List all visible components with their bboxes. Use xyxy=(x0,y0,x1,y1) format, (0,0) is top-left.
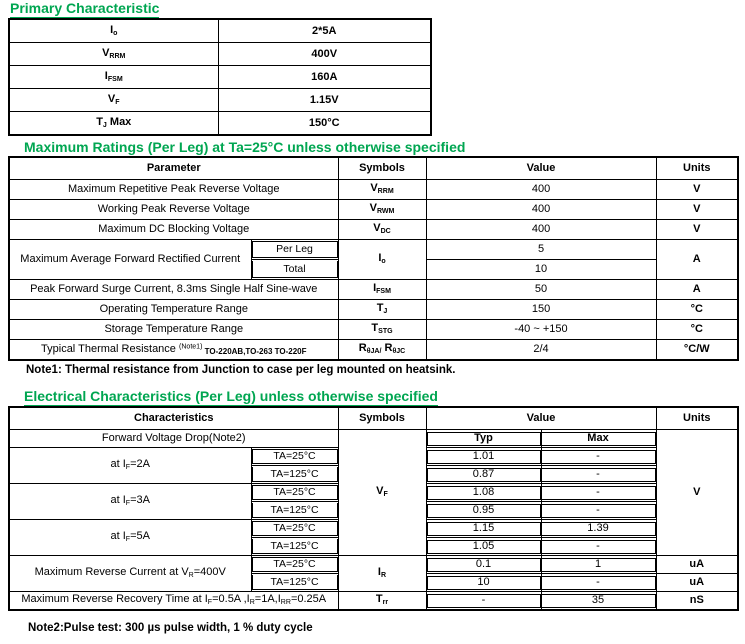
cond-text: =0.5A ,I xyxy=(212,593,250,606)
max-value-box: 35 xyxy=(542,594,656,608)
max-value-box: - xyxy=(542,576,656,590)
ir-symbol-cell xyxy=(338,556,426,592)
typ-value-box: - xyxy=(427,594,541,608)
max-value-box: 1.39 xyxy=(542,522,656,536)
vdc-unit-cell: V xyxy=(656,220,738,240)
symbol-base: I xyxy=(373,282,377,295)
electrical-characteristics-table xyxy=(8,406,739,611)
symbol-sub: θJC xyxy=(392,348,406,356)
ta25-box: TA=25°C xyxy=(252,449,338,464)
vrwm-symbol-cell xyxy=(338,200,426,220)
typ-value-box: 0.95 xyxy=(427,504,541,518)
if5-ta125-cell xyxy=(251,538,338,556)
symbol-sub: F xyxy=(383,491,388,499)
table-row xyxy=(9,340,738,361)
section-title-primary-text: Primary Characteristic xyxy=(10,0,159,19)
rth-symbol-cell xyxy=(338,340,426,361)
symbol-base: V xyxy=(107,92,116,105)
if3-ta125-cell xyxy=(251,502,338,520)
tj-param-cell: Operating Temperature Range xyxy=(9,300,338,320)
ta25-box: TA=25°C xyxy=(252,485,338,500)
table-row xyxy=(9,19,431,43)
symbol-base: R xyxy=(358,342,367,355)
vrwm-value-cell: 400 xyxy=(426,200,656,220)
rth-unit-cell: °C/W xyxy=(656,340,738,361)
if5-ta25-cell xyxy=(251,520,338,538)
symbol-sub: DC xyxy=(380,228,391,236)
cond-text: at I xyxy=(110,458,126,471)
trr-unit-cell: nS xyxy=(656,592,738,611)
symbol-base: I xyxy=(378,252,382,265)
if2-ta125-cell xyxy=(251,466,338,484)
io-perleg-cell xyxy=(251,240,338,260)
typ-value-box: 0.87 xyxy=(427,468,541,482)
table-row xyxy=(9,320,738,340)
typ-value-box: 1.01 xyxy=(427,450,541,464)
vf-symbol-cell xyxy=(338,430,426,556)
if3-max25-cell xyxy=(541,484,656,502)
if2-max125-cell xyxy=(541,466,656,484)
vrrm-value-cell: 400 xyxy=(426,180,656,200)
symbol-sub: R xyxy=(380,572,387,580)
cond-sub: R xyxy=(188,572,194,580)
vf-value-cell: 1.15V xyxy=(218,89,431,112)
cond-text: =0.25A xyxy=(290,593,327,606)
vrwm-param-cell: Working Peak Reverse Voltage xyxy=(9,200,338,220)
symbol-sub: o xyxy=(381,258,386,266)
table-row xyxy=(9,430,738,448)
table-row xyxy=(9,66,431,89)
vdc-symbol-cell xyxy=(338,220,426,240)
symbol-base: T xyxy=(96,115,103,128)
cond-sub: F xyxy=(207,599,213,607)
note1-text: Note1: Thermal resistance from Junction to case per leg mounted on heatsink. xyxy=(26,364,456,376)
symbol-sub: FSM xyxy=(107,75,123,83)
cond-sub: R xyxy=(249,599,255,607)
if2-max25-cell xyxy=(541,448,656,466)
ir-max125-cell xyxy=(541,574,656,592)
table-row xyxy=(9,300,738,320)
vrrm-value-cell: 400V xyxy=(218,43,431,66)
units-header: Units xyxy=(656,407,738,430)
cond-text: =3A xyxy=(130,494,150,507)
tj-symbol-cell xyxy=(338,300,426,320)
ta125-box: TA=125°C xyxy=(252,503,338,518)
section-title-electrical xyxy=(24,388,438,407)
cond-sub: F xyxy=(125,500,131,508)
maximum-ratings-table xyxy=(8,156,739,361)
max-header-box: Max xyxy=(542,432,656,446)
symbol-sub: F xyxy=(115,98,120,106)
ir-typ125-cell xyxy=(426,574,541,592)
cond-sub: F xyxy=(125,464,131,472)
io-symbol-cell xyxy=(9,19,218,43)
symbol-base: I xyxy=(104,69,108,82)
symbol-sub: FSM xyxy=(376,288,391,296)
typ-header-cell xyxy=(426,430,541,448)
symbol-base: I xyxy=(110,23,114,36)
fvd-label-cell: Forward Voltage Drop(Note2) xyxy=(9,430,338,448)
ta125-box: TA=125°C xyxy=(252,575,338,590)
if3-max125-cell xyxy=(541,502,656,520)
io-symbol-cell xyxy=(338,240,426,280)
symbol-sub: rr xyxy=(382,599,389,607)
table-row xyxy=(9,112,431,136)
vrrm-symbol-cell xyxy=(9,43,218,66)
vf-symbol-cell xyxy=(9,89,218,112)
io-total-cell xyxy=(251,260,338,280)
cond-text: =2A xyxy=(130,458,150,471)
ir-max25-cell xyxy=(541,556,656,574)
max-value-box: - xyxy=(542,540,656,554)
if2-label-cell xyxy=(9,448,251,484)
typ-value-box: 1.08 xyxy=(427,486,541,500)
max-header-cell xyxy=(541,430,656,448)
if5-max25-cell xyxy=(541,520,656,538)
trr-typ-cell xyxy=(426,592,541,611)
symbols-header: Symbols xyxy=(338,407,426,430)
symbol-sub: J xyxy=(383,308,388,316)
symbol-sub: STG xyxy=(378,328,393,336)
symbol-base: V xyxy=(370,182,378,195)
ifsm-value-cell: 50 xyxy=(426,280,656,300)
max-value-box: - xyxy=(542,450,656,464)
tj-value-cell: 150 xyxy=(426,300,656,320)
symbol-base: I xyxy=(377,566,381,579)
symbol-sub: θJA/ xyxy=(366,348,382,356)
cond-text: at I xyxy=(110,494,126,507)
typ-value-box: 10 xyxy=(427,576,541,590)
package-list: TO-220AB,TO-263 TO-220F xyxy=(202,346,307,356)
if2-typ125-cell xyxy=(426,466,541,484)
vrrm-param-cell: Maximum Repetitive Peak Reverse Voltage xyxy=(9,180,338,200)
symbol-base: T xyxy=(371,322,379,335)
symbol-base: T xyxy=(375,593,383,606)
symbol-sub: o xyxy=(113,29,118,37)
ir-typ25-cell xyxy=(426,556,541,574)
vrrm-symbol-cell xyxy=(338,180,426,200)
io-unit-cell: A xyxy=(656,240,738,280)
io-param-cell: Maximum Average Forward Rectified Current xyxy=(9,240,251,280)
symbol-base: V xyxy=(102,46,110,59)
cond-text: Maximum Reverse Current at V xyxy=(34,566,189,579)
max-value-box: - xyxy=(542,486,656,500)
typ-value-box: 1.15 xyxy=(427,522,541,536)
cond-text: =5A xyxy=(130,530,150,543)
cond-text: Maximum Reverse Recovery Time at I xyxy=(21,593,208,606)
io-value-perleg-cell: 5 xyxy=(426,240,656,260)
value-header: Value xyxy=(426,407,656,430)
symbol-sub: J xyxy=(102,121,107,129)
if3-ta25-cell xyxy=(251,484,338,502)
ifsm-symbol-cell xyxy=(9,66,218,89)
vdc-value-cell: 400 xyxy=(426,220,656,240)
if5-typ25-cell xyxy=(426,520,541,538)
ta125-box: TA=125°C xyxy=(252,539,338,554)
rth-value-cell: 2/4 xyxy=(426,340,656,361)
symbol-post: Max xyxy=(106,115,132,128)
if3-label-cell xyxy=(9,484,251,520)
if5-max125-cell xyxy=(541,538,656,556)
table-row xyxy=(9,592,738,611)
if3-typ25-cell xyxy=(426,484,541,502)
io-value-total-cell: 10 xyxy=(426,260,656,280)
io-perleg-box: Per Leg xyxy=(252,241,338,258)
symbol-sub: RRM xyxy=(109,52,126,60)
typ-value-box: 1.05 xyxy=(427,540,541,554)
ir-unit125-cell: uA xyxy=(656,574,738,592)
symbol-base: V xyxy=(369,202,377,215)
io-value-cell: 2*5A xyxy=(218,19,431,43)
ir-label-cell xyxy=(9,556,251,592)
ifsm-value-cell: 160A xyxy=(218,66,431,89)
table-row xyxy=(9,200,738,220)
vf-unit-cell: V xyxy=(656,430,738,556)
vdc-param-cell: Maximum DC Blocking Voltage xyxy=(9,220,338,240)
units-header: Units xyxy=(656,157,738,180)
header-row xyxy=(9,407,738,430)
cond-text: at I xyxy=(110,530,126,543)
ifsm-unit-cell: A xyxy=(656,280,738,300)
vrrm-unit-cell: V xyxy=(656,180,738,200)
if5-typ125-cell xyxy=(426,538,541,556)
symbol-base: V xyxy=(373,222,381,235)
parameter-header: Parameter xyxy=(9,157,338,180)
note1-ref: (Note1) xyxy=(178,343,203,351)
tjmax-symbol-cell xyxy=(9,112,218,136)
table-row xyxy=(9,89,431,112)
tjmax-value-cell: 150°C xyxy=(218,112,431,136)
cond-text: =1A,I xyxy=(254,593,281,606)
symbol-base: T xyxy=(376,302,384,315)
trr-label-cell xyxy=(9,592,338,611)
symbols-header: Symbols xyxy=(338,157,426,180)
table-row xyxy=(9,240,738,260)
symbol-base: R xyxy=(381,342,393,355)
ifsm-symbol-cell xyxy=(338,280,426,300)
table-row xyxy=(9,220,738,240)
table-row xyxy=(9,280,738,300)
typ-value-box: 0.1 xyxy=(427,558,541,572)
max-value-box: - xyxy=(542,504,656,518)
ir-unit25-cell: uA xyxy=(656,556,738,574)
ifsm-param-cell: Peak Forward Surge Current, 8.3ms Single Half Sine-wave xyxy=(9,280,338,300)
primary-characteristic-table xyxy=(8,18,432,136)
tstg-unit-cell: °C xyxy=(656,320,738,340)
param-text: Typical Thermal Resistance xyxy=(41,342,179,355)
io-total-box: Total xyxy=(252,261,338,278)
max-value-box: 1 xyxy=(542,558,656,572)
tstg-param-cell: Storage Temperature Range xyxy=(9,320,338,340)
cond-sub: F xyxy=(125,536,131,544)
ta25-box: TA=25°C xyxy=(252,557,338,572)
typ-header-box: Typ xyxy=(427,432,541,446)
ir-ta125-cell xyxy=(251,574,338,592)
tstg-symbol-cell xyxy=(338,320,426,340)
cond-sub: RR xyxy=(280,599,291,607)
if2-ta25-cell xyxy=(251,448,338,466)
symbol-sub: RWM xyxy=(376,208,395,216)
vrwm-unit-cell: V xyxy=(656,200,738,220)
table-row xyxy=(9,43,431,66)
trr-symbol-cell xyxy=(338,592,426,611)
if2-typ25-cell xyxy=(426,448,541,466)
tstg-value-cell: -40 ~ +150 xyxy=(426,320,656,340)
symbol-sub: RRM xyxy=(377,188,394,196)
ir-ta25-cell xyxy=(251,556,338,574)
table-row xyxy=(9,556,738,574)
section-title-max-ratings-text: Maximum Ratings (Per Leg) at Ta=25°C unless otherwise specified xyxy=(24,139,465,158)
section-title-electrical-text: Electrical Characteristics (Per Leg) unless otherwise specified xyxy=(24,388,438,407)
tj-unit-cell: °C xyxy=(656,300,738,320)
max-value-box: - xyxy=(542,468,656,482)
section-title-primary xyxy=(10,0,159,19)
ta25-box: TA=25°C xyxy=(252,521,338,536)
trr-max-cell xyxy=(541,592,656,611)
ta125-box: TA=125°C xyxy=(252,467,338,482)
note2-text: Note2:Pulse test: 300 µs pulse width, 1 % duty cycle xyxy=(28,622,313,634)
if3-typ125-cell xyxy=(426,502,541,520)
if5-label-cell xyxy=(9,520,251,556)
table-row xyxy=(9,180,738,200)
value-header: Value xyxy=(426,157,656,180)
symbol-base: V xyxy=(376,485,384,498)
rth-param-cell xyxy=(9,340,338,361)
cond-text: =400V xyxy=(193,566,226,579)
header-row xyxy=(9,157,738,180)
characteristics-header: Characteristics xyxy=(9,407,338,430)
